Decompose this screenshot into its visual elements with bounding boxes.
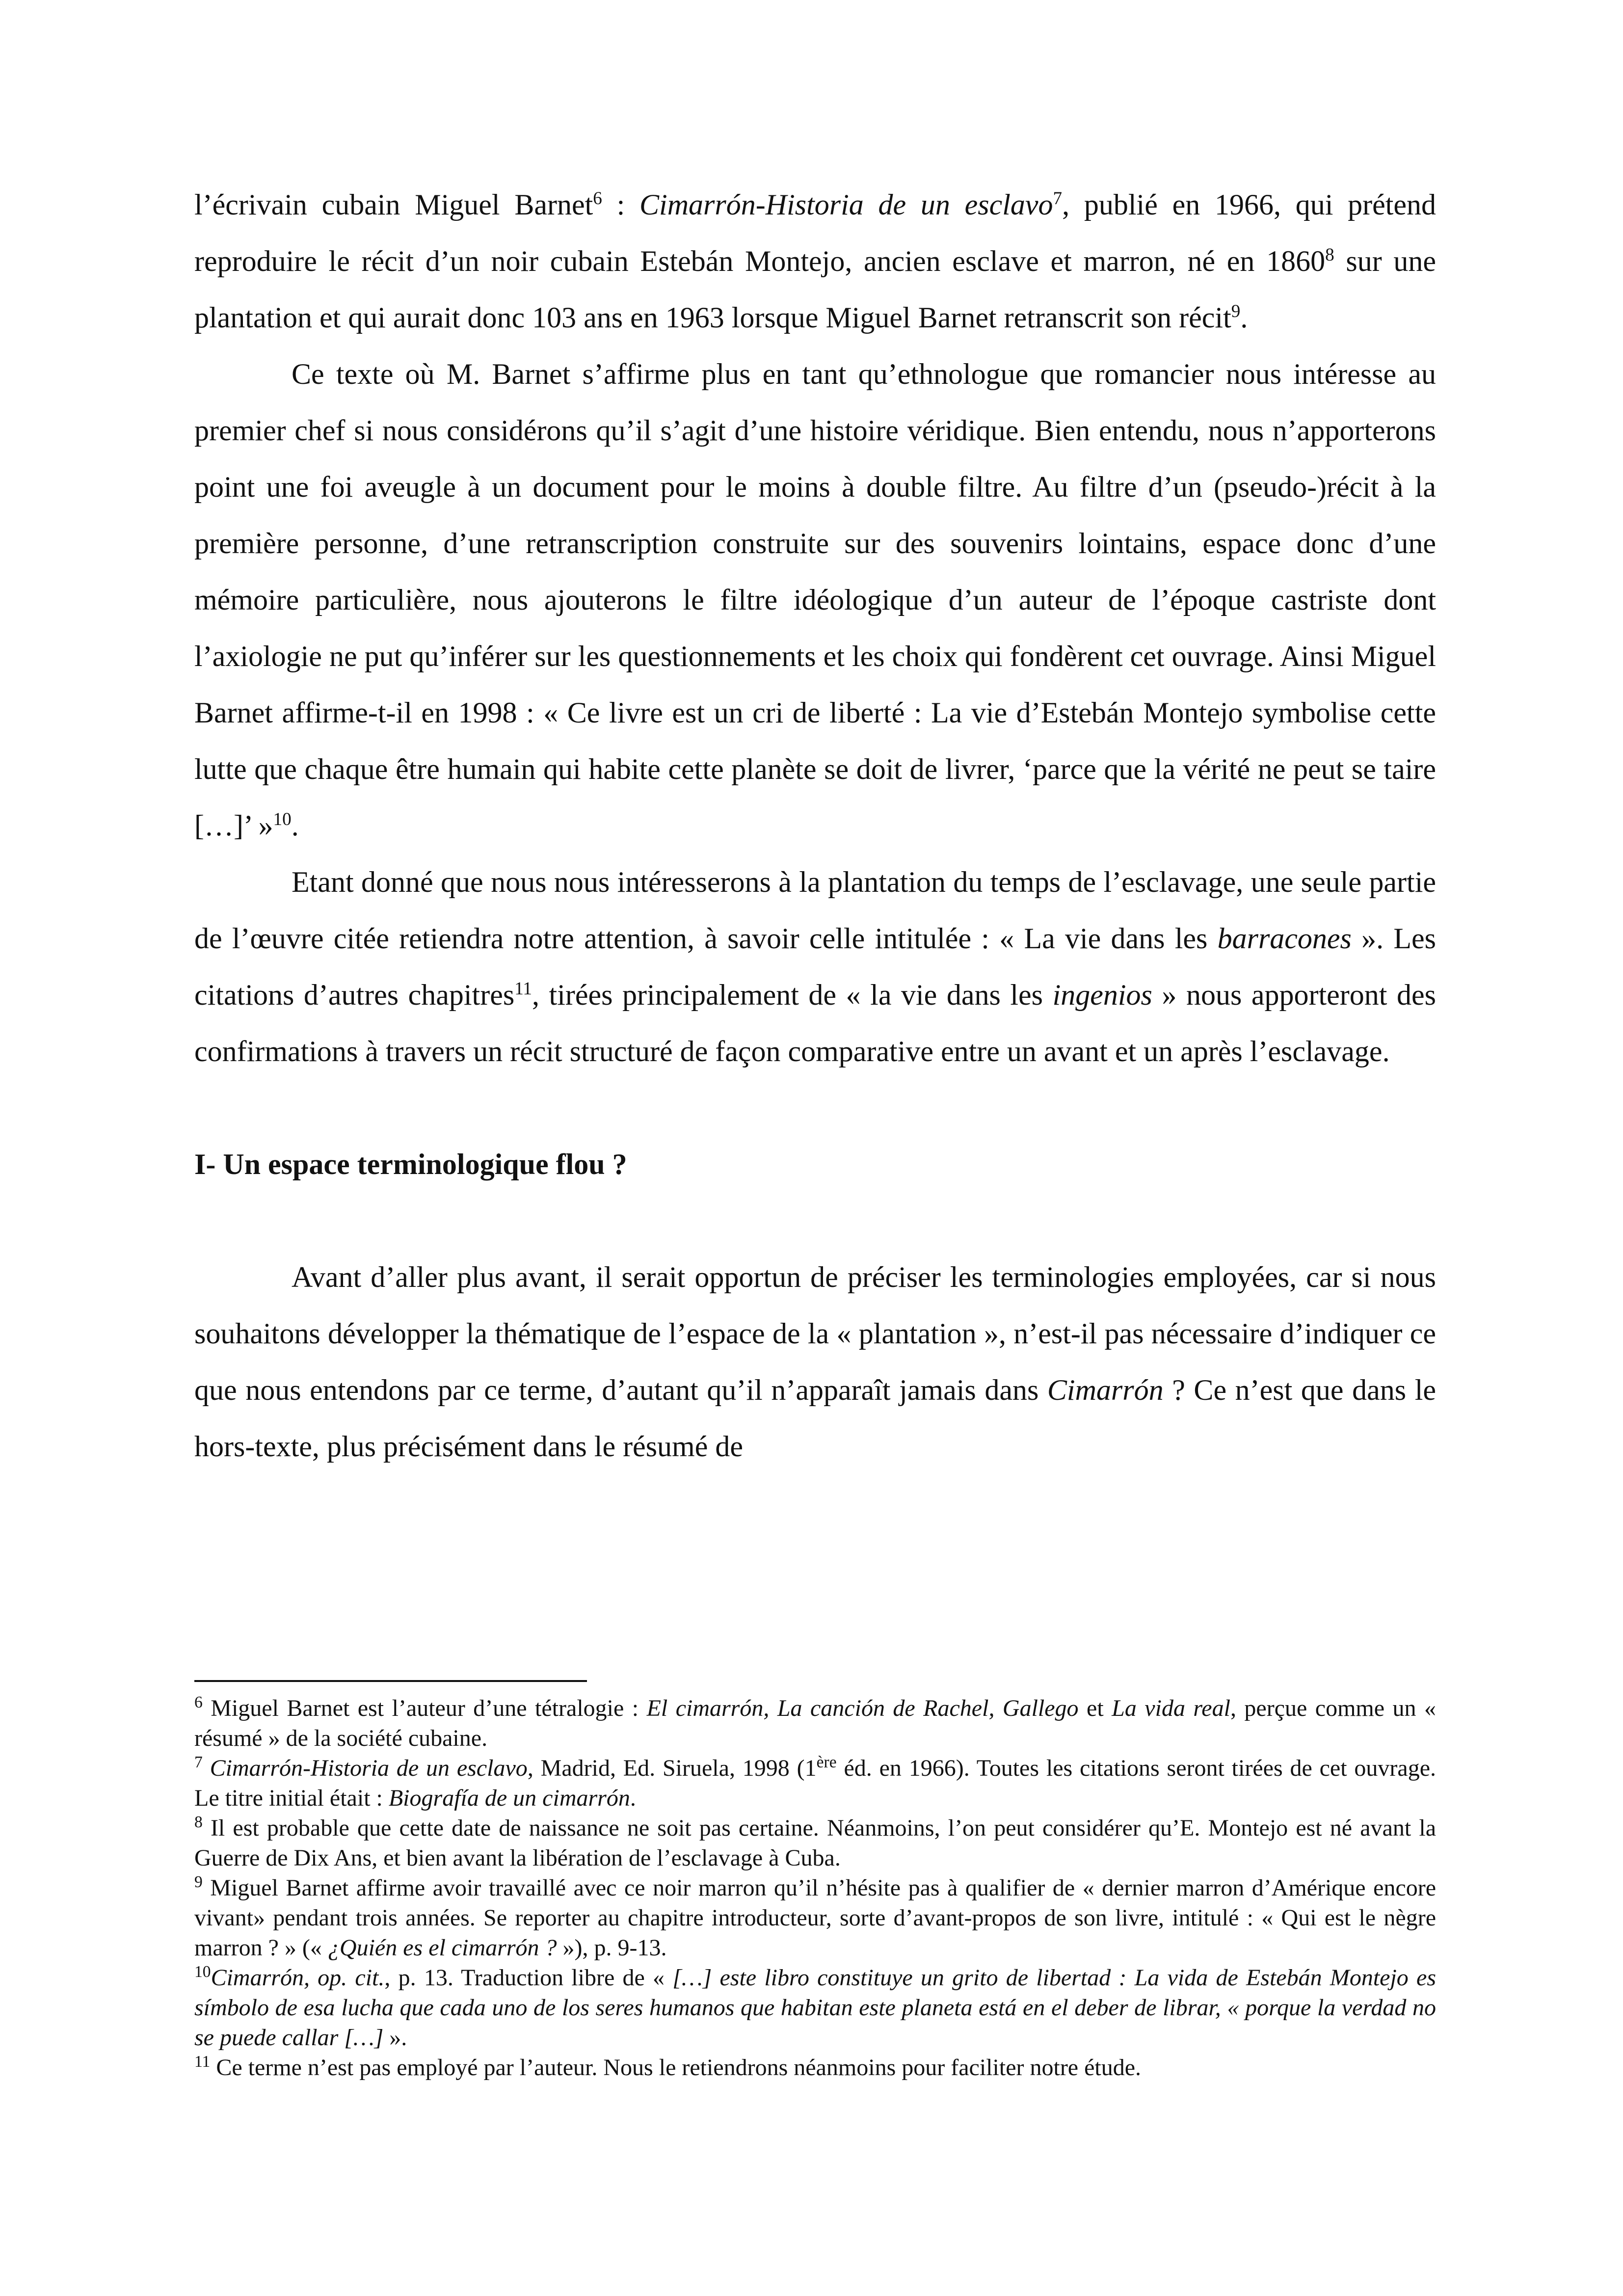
text: et xyxy=(1078,1695,1112,1721)
book-title: Cimarrón xyxy=(1047,1374,1164,1406)
text: , publié en 1966, qui prétend reproduire le récit d’un noir cubain Estebán Montejo, ancien esclave et marron, né en 1860 xyxy=(194,188,1437,277)
spanish-title: ¿Quién es el cimarrón ? xyxy=(327,1935,557,1961)
text: . xyxy=(630,1785,636,1811)
body-text xyxy=(194,177,1436,1475)
book-title: La vida real xyxy=(1112,1695,1230,1721)
paragraph-3 xyxy=(194,854,1436,1080)
text: : xyxy=(602,188,640,221)
paragraph-1 xyxy=(194,177,1436,346)
text: Miguel Barnet affirme avoir travaillé avec ce noir marron qu’il n’hésite pas à qualifier de « dernier marron d’Amérique encore vivant» pendant trois années. Se reporter au chapitre introducteur, sorte d’avant-propos de son livre, intitulé : « Qui est le nègre marron ? » (« xyxy=(194,1875,1436,1961)
spanish-quote: […] este libro constituye un grito de libertad : La vida de Estebán Montejo es símbolo de esa lucha que cada uno de los seres humanos que habitan este planeta está en el deber de librar, « porque la verdad no se puede callar […] xyxy=(194,1965,1436,2051)
paragraph-4 xyxy=(194,1249,1436,1475)
paragraph-2 xyxy=(194,346,1436,854)
footnote-number: 11 xyxy=(194,2053,211,2071)
footnote-ref-7[interactable]: 7 xyxy=(1053,188,1063,209)
book-title: Biografía de un cimarrón xyxy=(388,1785,630,1811)
italic-term: ingenios xyxy=(1052,979,1152,1011)
citation: Cimarrón, op. cit. xyxy=(211,1965,385,1991)
footnote-number: 10 xyxy=(194,1963,211,1981)
text: » nous apporteront des confirmations à travers un récit structuré de façon comparative entre un avant et un après l’esclavage. xyxy=(194,979,1436,1068)
text: ? Ce n’est que dans le hors-texte, plus précisément dans le résumé de xyxy=(194,1374,1436,1463)
text: , tirées principalement de « la vie dans les xyxy=(532,979,1053,1011)
footnote-number: 6 xyxy=(194,1693,203,1711)
section-heading: I- Un espace terminologique flou ? xyxy=(194,1148,627,1180)
text: l’écrivain cubain Miguel Barnet xyxy=(194,188,593,221)
footnote-10 xyxy=(194,1963,1436,2053)
footnote-6 xyxy=(194,1693,1436,1753)
footnote-11 xyxy=(194,2053,1436,2082)
footnote-number: 9 xyxy=(194,1873,203,1891)
footnote-number: 7 xyxy=(194,1753,203,1771)
text: . xyxy=(1240,301,1248,334)
italic-term: barracones xyxy=(1217,922,1352,955)
footnote-ref-10[interactable]: 10 xyxy=(273,809,292,829)
text: ». Les citations d’autres chapitres xyxy=(194,922,1437,1011)
text: ». xyxy=(383,2025,407,2051)
footnote-ref-8[interactable]: 8 xyxy=(1325,245,1334,265)
text: Ce texte où M. Barnet s’affirme plus en tant qu’ethnologue que romancier nous intéresse au premier chef si nous considérons qu’il s’agit d’une histoire véridique. Bien entendu, nous n’apporterons point une foi aveugle à un document pour le moins à double filtre. Au filtre d’un (pseudo-)récit à la première personne, d’une retranscription construite sur des souvenirs lointains, espace donc d’une mémoire particulière, nous ajouterons le filtre idéologique d’un auteur de l’époque castriste dont l’axiologie ne put qu’inférer sur les questionnements et les choix qui fondèrent cet ouvrage. Ainsi Miguel Barnet affirme-t-il en 1998 : « Ce livre est un cri de liberté : La vie d’Estebán Montejo symbolise cette lutte que chaque être humain qui habite cette planète se doit de livrer, ‘parce que la vérité ne peut se taire […]’ » xyxy=(194,358,1436,842)
footnote-separator xyxy=(194,1680,587,1682)
footnote-ref-6[interactable]: 6 xyxy=(593,188,602,209)
text: , Madrid, Ed. Siruela, 1998 (1 xyxy=(527,1755,817,1781)
footnote-ref-11[interactable]: 11 xyxy=(514,979,532,999)
book-title: Cimarrón-Historia de un esclavo xyxy=(202,1755,528,1781)
text: Ce terme n’est pas employé par l’auteur. Nous le retiendrons néanmoins pour faciliter notre étude. xyxy=(210,2055,1142,2081)
footnote-9 xyxy=(194,1873,1436,1963)
text: Miguel Barnet est l’auteur d’une tétralogie : xyxy=(202,1695,647,1721)
text: , p. 13. Traduction libre de « xyxy=(384,1965,673,1991)
text: Etant donné que nous nous intéresserons à la plantation du temps de l’esclavage, une seule partie de l’œuvre citée retiendra notre attention, à savoir celle intitulée : « La vie dans les xyxy=(194,866,1436,955)
book-title: Cimarrón-Historia de un esclavo xyxy=(639,188,1053,221)
text: , perçue comme un « résumé » de la société cubaine. xyxy=(194,1695,1437,1751)
text: »), p. 9-13. xyxy=(557,1935,667,1961)
footnote-ref-9[interactable]: 9 xyxy=(1231,301,1241,321)
text: éd. en 1966). Toutes les citations seront tirées de cet ouvrage. Le titre initial était : xyxy=(194,1755,1437,1811)
footnote-number: 8 xyxy=(194,1813,203,1831)
text: . xyxy=(291,809,299,842)
book-titles: El cimarrón, La canción de Rachel, Gallego xyxy=(646,1695,1079,1721)
text: sur une plantation et qui aurait donc 103 ans en 1963 lorsque Miguel Barnet retranscrit son récit xyxy=(194,245,1436,334)
footnotes xyxy=(194,1693,1436,2082)
text: Il est probable que cette date de naissance ne soit pas certaine. Néanmoins, l’on peut considérer qu’E. Montejo est né avant la Guerre de Dix Ans, et bien avant la libération de l’esclavage à Cuba. xyxy=(194,1815,1436,1871)
ordinal-suffix: ère xyxy=(816,1753,837,1771)
text: Avant d’aller plus avant, il serait opportun de préciser les terminologies employées, car si nous souhaitons développer la thématique de l’espace de la « plantation », n’est-il pas nécessaire d’indiquer ce que nous entendons par ce terme, d’autant qu’il n’apparaît jamais dans xyxy=(194,1261,1436,1406)
footnote-7 xyxy=(194,1753,1436,1813)
footnote-8 xyxy=(194,1813,1436,1873)
